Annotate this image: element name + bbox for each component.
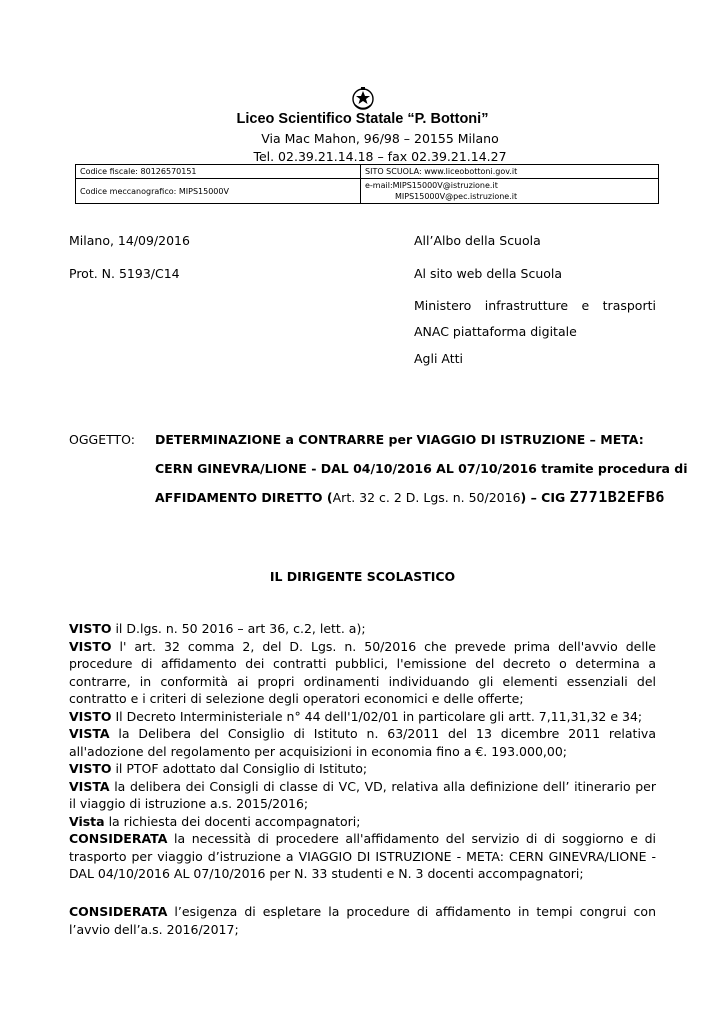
body-text: il PTOF adottato dal Consiglio di Istituto; xyxy=(111,761,368,776)
body-item xyxy=(69,813,656,831)
recipient-anac: ANAC piattaforma digitale xyxy=(414,324,577,339)
body-item xyxy=(69,620,656,638)
body-item xyxy=(69,725,656,760)
body-keyword: VISTA xyxy=(69,726,110,741)
recipient-atti: Agli Atti xyxy=(414,351,464,366)
section-title: IL DIRIGENTE SCOLASTICO xyxy=(269,569,456,584)
subject-label: OGGETTO: xyxy=(69,432,135,447)
school-name: Liceo Scientifico Statale “P. Bottoni” xyxy=(236,111,489,127)
body-item xyxy=(69,830,656,883)
recipient-ministry xyxy=(414,298,656,313)
body-keyword: VISTO xyxy=(69,761,112,776)
school-pec: MIPS15000V@pec.istruzione.it xyxy=(395,192,518,201)
ministry-word: trasporti xyxy=(602,298,656,313)
fiscal-code: Codice fiscale: 80126570151 xyxy=(76,165,361,179)
body-item xyxy=(69,638,656,708)
body-text: Il Decreto Interministeriale n° 44 dell'1/02/01 in particolare gli artt. 7,11,31,32 e 34; xyxy=(111,708,643,724)
body-item xyxy=(69,778,656,813)
ministry-word: e xyxy=(581,298,590,313)
document-date: Milano, 14/09/2016 xyxy=(69,233,190,248)
body-text: il D.lgs. n. 50 2016 – art 36, c.2, lett. a); xyxy=(111,621,366,636)
ministry-word: Ministero xyxy=(414,298,472,313)
ministry-word: infrastrutture xyxy=(484,298,569,313)
body-text: la Delibera del Consiglio di Istituto n. 63/2011 del 13 dicembre 2011 relativa all'adozione del regolamento per acquisizioni in economia fino a €. 193.000,00; xyxy=(69,726,656,759)
body-paragraph xyxy=(69,620,656,883)
subject-line-2: CERN GINEVRA/LIONE - DAL 04/10/2016 AL 07/10/2016 tramite procedura di xyxy=(155,461,688,476)
cig-code: Z771B2EFB6 xyxy=(569,488,665,506)
body-keyword: VISTO xyxy=(69,638,112,654)
body-keyword: VISTO xyxy=(69,708,112,724)
body-paragraph-2 xyxy=(69,903,656,938)
subject-line-3 xyxy=(155,488,665,506)
body-keyword: VISTO xyxy=(69,621,112,636)
subject-line-3-bold2: ) – CIG xyxy=(520,490,570,505)
school-email: e-mail:MIPS15000V@istruzione.it xyxy=(365,181,498,190)
republic-emblem-icon xyxy=(351,86,375,112)
body-text: l' art. 32 comma 2, del D. Lgs. n. 50/2016 che prevede prima dell'avvio delle procedure di affidamento dei contratti pubblici, l'emissione del decreto o determina a contrarre, in conformità ai propri ordinamenti individuando gli elementi essenziali del contratto e i criteri di selezione degli operatori economici e delle offerte; xyxy=(69,638,656,706)
body-text: l’esigenza di espletare la procedure di affidamento in tempi congrui con l’avvio dell’a.s. 2016/2017; xyxy=(69,904,656,937)
subject-law-ref: Art. 32 c. 2 D. Lgs. n. 50/2016 xyxy=(332,490,521,505)
body-keyword: CONSIDERATA xyxy=(69,904,168,919)
body-item xyxy=(69,708,656,726)
recipient-albo: All’Albo della Scuola xyxy=(414,233,541,248)
school-info-table xyxy=(75,164,659,204)
school-website: SITO SCUOLA: www.liceobottoni.gov.it xyxy=(361,165,659,179)
subject-line-1: DETERMINAZIONE a CONTRARRE per VIAGGIO DI ISTRUZIONE – META: xyxy=(155,432,644,447)
body-item xyxy=(69,760,656,778)
protocol-number: Prot. N. 5193/C14 xyxy=(69,266,180,281)
school-address: Via Mac Mahon, 96/98 – 20155 Milano xyxy=(261,131,499,146)
body-text: la richiesta dei docenti accompagnatori; xyxy=(104,813,361,829)
body-keyword: CONSIDERATA xyxy=(69,831,168,846)
body-text: la delibera dei Consigli di classe di VC, VD, relativa alla definizione dell’ itinerario per il viaggio di istruzione a.s. 2015/2016; xyxy=(69,778,656,811)
body-keyword: Vista xyxy=(69,813,105,829)
school-phone: Tel. 02.39.21.14.18 – fax 02.39.21.14.27 xyxy=(253,149,507,164)
mechanographic-code: Codice meccanografico: MIPS15000V xyxy=(76,179,361,204)
recipient-website: Al sito web della Scuola xyxy=(414,266,563,281)
body-text: la necessità di procedere all'affidamento del servizio di di soggiorno e di trasporto per viaggio d’istruzione a VIAGGIO DI ISTRUZIONE - META: CERN GINEVRA/LIONE - DAL 04/10/2016 AL 07/10/2016 per N. 33 studenti e N. 3 docenti accompagnatori; xyxy=(69,831,656,881)
body-keyword: VISTA xyxy=(69,778,110,794)
email-cell xyxy=(361,179,659,204)
subject-line-3-bold: AFFIDAMENTO DIRETTO ( xyxy=(155,490,333,505)
